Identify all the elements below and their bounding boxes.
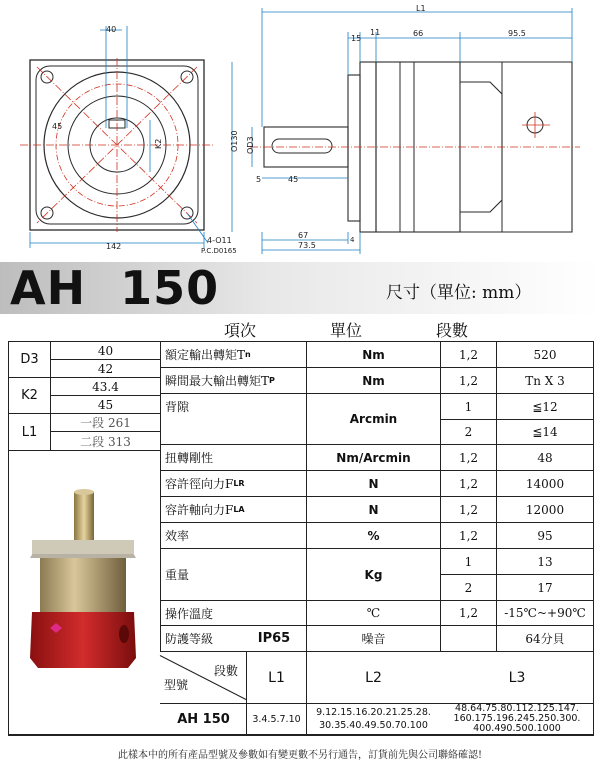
ratio-l1-values: 3.4.5.7.10 [252, 713, 301, 725]
header-unit: 單位 [330, 321, 363, 340]
ratio-model-header: 型號 [164, 677, 189, 692]
spec-peak-torque-unit: Nm [362, 373, 385, 388]
dim-67-label: 67 [298, 231, 309, 240]
spec-rated-torque-label: 額定輸出轉矩T n [165, 348, 251, 362]
dim-k2-label-cell: K2 [21, 388, 38, 403]
dim-40-label: 40 [106, 25, 117, 34]
dim-142-label: 142 [106, 242, 122, 251]
ratio-col-l3: L3 [508, 669, 526, 686]
spec-backlash-unit: Arcmin [349, 412, 398, 426]
spec-rated-torque-stage: 1,2 [458, 347, 479, 362]
dim-k2-value-1: 43.4 [92, 379, 119, 394]
ratio-model-name: AH 150 [177, 711, 230, 727]
spec-stiffness-label: 扭轉剛性 [165, 451, 214, 465]
spec-stiffness-stage: 1,2 [458, 450, 479, 465]
spec-backlash-label: 背隙 [165, 400, 190, 414]
spec-backlash-stage-2: 2 [464, 425, 473, 439]
spec-efficiency-stage: 1,2 [458, 528, 479, 543]
spec-axial-force-unit: N [368, 502, 379, 517]
dim-l1-label-cell: L1 [21, 424, 38, 440]
gearbox-product-image [18, 488, 148, 678]
spec-protection-label: 防護等級 [165, 632, 214, 646]
spec-radial-force-unit: N [368, 476, 379, 491]
spec-weight-stage-1: 1 [464, 554, 473, 569]
dim-45-label: 45 [52, 122, 63, 131]
spec-stiffness-unit: Nm/Arcmin [336, 450, 411, 465]
spec-noise-value: 64分貝 [525, 632, 565, 646]
dim-d3-label-cell: D3 [20, 352, 39, 367]
spec-peak-torque-label: 瞬間最大輸出轉矩T P [165, 374, 275, 388]
spec-backlash-value-1: ≦12 [532, 399, 558, 414]
ratio-col-l2: L2 [365, 669, 382, 686]
ratio-col-l1: L1 [268, 669, 285, 686]
spec-weight-unit: Kg [364, 567, 383, 582]
spec-efficiency-label: 效率 [165, 529, 190, 543]
spec-radial-force-label: 容許徑向力F LR [165, 477, 245, 491]
dim-l1-label: L1 [416, 4, 426, 13]
footer-disclaimer: 此樣本中的所有產品型號及參數如有變更數不另行通告，訂貨前先與公司聯絡確認! [117, 750, 483, 761]
dim-d3-value-1: 40 [97, 343, 114, 358]
spec-backlash-value-2: ≦14 [532, 425, 558, 439]
dim-d3-value-2: 42 [97, 361, 114, 376]
spec-efficiency-unit: % [367, 528, 380, 543]
dim-5-label: 5 [256, 175, 262, 184]
dim-955-label: 95.5 [508, 29, 526, 38]
dim-11-label: 11 [370, 28, 381, 37]
spec-protection-value: IP65 [257, 631, 291, 646]
ratio-l2-values: 9.12.15.16.20.21.25.28. 30.35.40.49.50.70.100 [316, 707, 431, 731]
spec-axial-force-label: 容許軸向力F LA [165, 503, 245, 517]
spec-weight-value-2: 17 [537, 580, 553, 595]
dim-pcd-label: P.C.D0165 [201, 247, 237, 255]
spec-temperature-stage: 1,2 [458, 606, 479, 620]
dim-15-label: 15 [351, 34, 362, 43]
dim-l1-value-2: 二段 313 [80, 434, 131, 449]
spec-temperature-unit: ℃ [366, 606, 381, 620]
spec-weight-stage-2: 2 [464, 580, 473, 595]
dim-735-label: 73.5 [298, 241, 316, 250]
ratio-stage-header: 段數 [213, 663, 238, 678]
header-item: 項次 [224, 321, 257, 340]
spec-stiffness-value: 48 [537, 450, 553, 465]
dim-4-label: 4 [350, 236, 355, 244]
spec-axial-force-stage: 1,2 [458, 502, 479, 517]
dim-130-label: O130 [230, 130, 239, 152]
spec-weight-label: 重量 [165, 568, 190, 582]
spec-peak-torque-stage: 1,2 [458, 373, 479, 388]
spec-weight-value-1: 13 [537, 554, 553, 569]
model-title: AH 150 [10, 261, 220, 315]
spec-efficiency-value: 95 [537, 528, 553, 543]
dim-holes-label: 4-O11 [207, 236, 232, 245]
dim-d3-label: OD3 [246, 136, 255, 154]
spec-temperature-label: 操作溫度 [165, 606, 214, 621]
spec-axial-force-value: 12000 [525, 502, 565, 517]
spec-rated-torque-value: 520 [533, 347, 557, 362]
spec-rated-torque-unit: Nm [362, 347, 385, 362]
dim-66-label: 66 [413, 29, 424, 38]
dim-l1-value-1: 一段 261 [80, 416, 131, 430]
dim-k2-label: K2 [154, 138, 163, 149]
spec-radial-force-value: 14000 [525, 476, 565, 491]
spec-temperature-value: -15℃~+90℃ [504, 606, 586, 620]
dim-k2-value-2: 45 [97, 397, 114, 412]
spec-backlash-stage-1: 1 [464, 399, 473, 414]
spec-noise-label: 噪音 [361, 632, 386, 646]
dim-45b-label: 45 [288, 175, 299, 184]
spec-peak-torque-value: Tn X 3 [525, 373, 565, 388]
ratio-l3-values: 48.64.75.80.112.125.147. 160.175.196.245.250.300. 400.490.500.1000 [453, 703, 581, 734]
unit-note: 尺寸（單位: mm） [386, 283, 532, 303]
header-stage: 段數 [436, 321, 469, 340]
spec-radial-force-stage: 1,2 [458, 476, 479, 491]
